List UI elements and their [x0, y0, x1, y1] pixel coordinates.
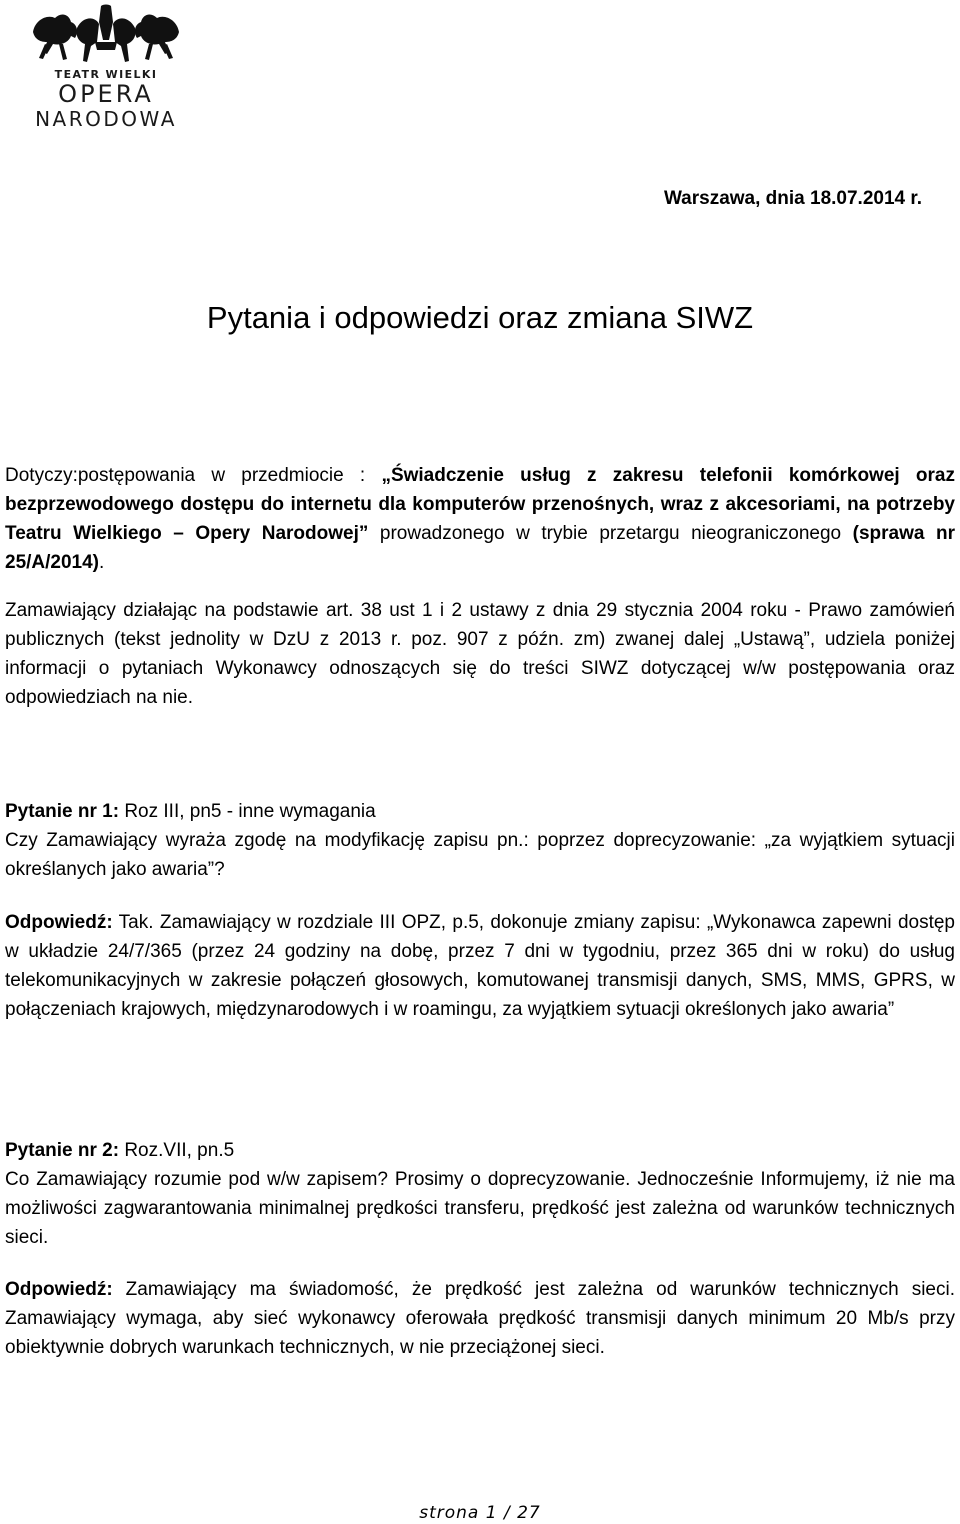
intro-end: . [99, 552, 105, 573]
legal-basis-text: Zamawiający działając na podstawie art. 38 ust 1 i 2 ustawy z dnia 29 stycznia 2004 roku - Prawo zamówień publicznych (tekst jednolity w DzU z 2013 r. poz. 907 z późn. zm) zwanej dalej „Ustawą”, udziela poniżej informacji o pytaniach Wykonawcy odnoszących się do treści SIWZ dotyczącej w/w postępowania oraz odpowiedziach na nie. [5, 600, 955, 708]
answer-text: Tak. Zamawiający w rozdziale III OPZ, p.5, dokonuje zmiany zapisu: „Wykonawca zapewni dostęp w układzie 24/7/365 (przez 24 godziny na dobę, przez 7 dni w tygodniu, przez 365 dni w roku) do usług telekomunikacyjnych w zakresie połączeń głosowych, komutowanej transmisji danych, SMS, MMS, GPRS, w połączeniach krajowych, międzynarodowych i w roamingu, za wyjątkiem sytuacji określonych jako awaria” [5, 912, 955, 1020]
answer-text: Zamawiający ma świadomość, że prędkość jest zależna od warunków technicznych sieci. Zamawiający wymaga, aby sieć wykonawcy oferowała prędkość transmisji danych minimum 20 Mb/s przy obiektywnie dobrych warunkach technicznych, w nie przeciążonej sieci. [5, 1279, 955, 1358]
page-number: strona 1 / 27 [419, 1503, 541, 1523]
opera-logo [25, 2, 187, 130]
case-number: (sprawa nr 25/A/2014) [5, 523, 955, 573]
intro-lead: Dotyczy:postępowania w przedmiocie : [5, 465, 382, 486]
question-text: Co Zamawiający rozumie pod w/w zapisem? Prosimy o doprecyzowanie. Jednocześnie Informujemy, iż nie ma możliwości zagwarantowania minimalnej prędkości transferu, prędkość jest zależna od warunków technicznych sieci. [5, 1169, 955, 1248]
question-reference: Roz.VII, pn.5 [119, 1140, 235, 1161]
logo-line-teatr: TEATR WIELKI [54, 68, 158, 81]
procurement-mode: prowadzonego w trybie przetargu nieograniczonego [368, 523, 853, 544]
legal-basis-paragraph [5, 596, 955, 712]
question-reference: Roz III, pn5 - inne wymagania [119, 801, 376, 822]
logo-line-opera: OPERA [58, 80, 154, 108]
answer-label: Odpowiedź: [5, 912, 113, 933]
logo-line-narodowa: NARODOWA [35, 107, 177, 131]
intro-paragraph [5, 461, 955, 577]
question-1 [5, 797, 955, 884]
question-label: Pytanie nr 1: [5, 801, 120, 822]
chariot-horses-icon [25, 2, 187, 66]
answer-2 [5, 1275, 955, 1362]
answer-1 [5, 908, 955, 1024]
question-label: Pytanie nr 2: [5, 1140, 120, 1161]
document-date: Warszawa, dnia 18.07.2014 r. [663, 188, 922, 209]
question-2 [5, 1136, 955, 1252]
answer-label: Odpowiedź: [5, 1279, 113, 1300]
procurement-subject: „Świadczenie usług z zakresu telefonii komórkowej oraz bezprzewodowego dostępu do internetu dla komputerów przenośnych, wraz z akcesoriami, na potrzeby Teatru Wielkiego – Opery Narodowej” [5, 465, 955, 544]
question-text: Czy Zamawiający wyraża zgodę na modyfikację zapisu pn.: poprzez doprecyzowanie: „za wyjątkiem sytuacji określanych jako awaria”? [5, 830, 955, 880]
page-title: Pytania i odpowiedzi oraz zmiana SIWZ [206, 300, 754, 335]
